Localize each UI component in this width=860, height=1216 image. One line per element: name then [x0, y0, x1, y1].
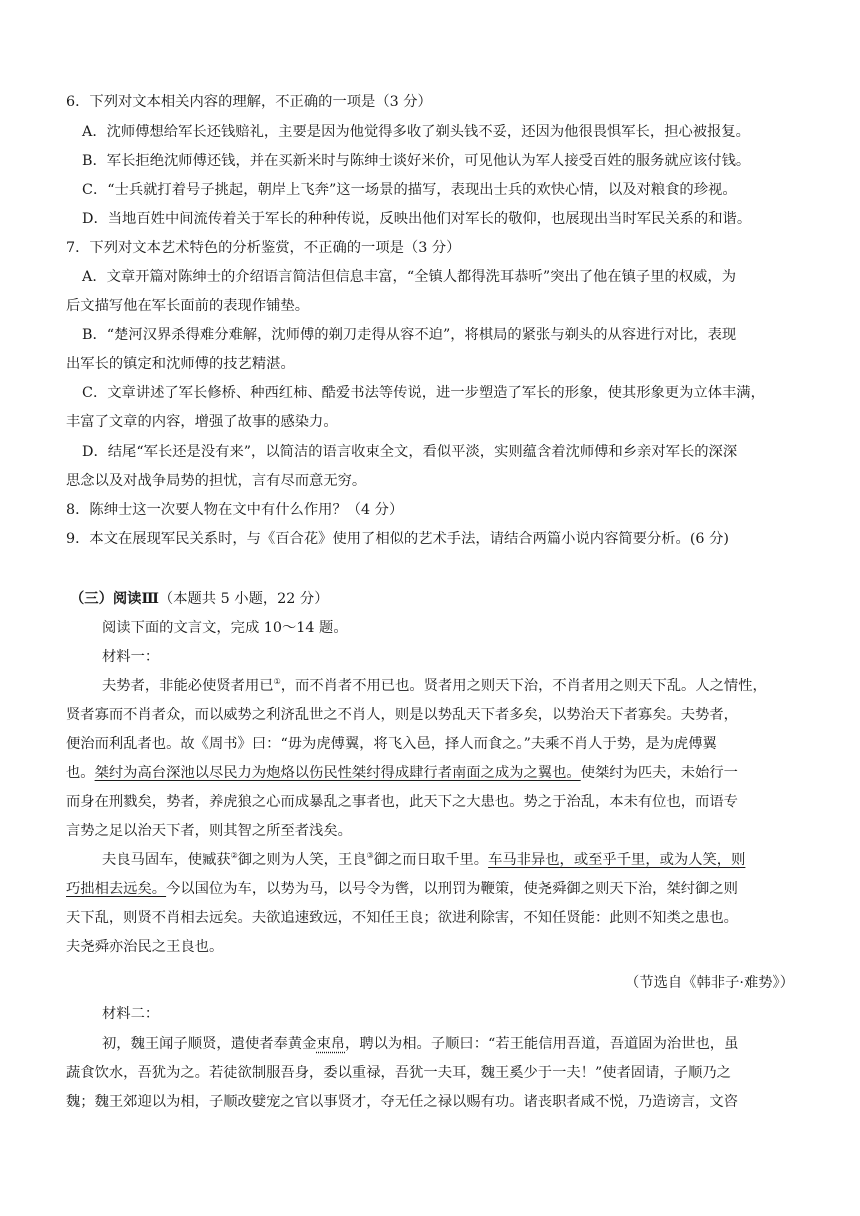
m1-p1-line3: 便治而利乱者也。故《周书》曰：“毋为虎傅翼，将飞入邑，择人而食之。”夫乘不肖人于势，是为虎傅翼 — [66, 736, 717, 752]
text-segment: 使桀纣为匹夫，未始行一 — [580, 765, 738, 781]
footnote-marker: ① — [273, 677, 281, 687]
material-1-label: 材料一： — [102, 649, 160, 665]
q8-stem: 8．陈绅士这一次要人物在文中有什么作用？（4 分） — [66, 502, 404, 518]
text-segment: ，而不肖者不用已也。贤者用之则天下治，不肖者用之则天下乱。人之情性， — [280, 678, 767, 694]
q7-option-a-line1: A．文章开篇对陈绅士的介绍语言简洁但信息丰富，“全镇人都得洗耳恭听”突出了他在镇子里的权威，为 — [82, 269, 737, 285]
text-segment: ，聘以为相。子顺曰：“若王能信用吾道，吾道固为治世也，虽 — [345, 1036, 739, 1052]
instruction: 阅读下面的文言文，完成 10～14 题。 — [102, 620, 348, 636]
q7-option-a-line2: 后文描写他在军长面前的表现作铺垫。 — [66, 298, 310, 314]
text-segment: 今以国位为车，以势为马，以号令为辔，以刑罚为鞭策，使尧舜御之则天下治，桀纣御之则 — [166, 881, 738, 897]
q6-option-a: A．沈师傅想给军长还钱赔礼，主要是因为他觉得多收了剃头钱不妥，还因为他很畏惧军长，担心被报复。 — [82, 124, 750, 140]
underlined-sentence: 桀纣为高台深池以尽民力为炮烙以伤民性桀纣得成肆行者南面之成为之翼也。 — [94, 765, 581, 781]
text-segment: 初，魏王闻子顺贤，遣使者奉黄金 — [102, 1036, 317, 1052]
q6-option-d: D．当地百姓中间流传着关于军长的种种传说，反映出他们对军长的敬仰，也展现出当时军民关系的和谐。 — [82, 211, 752, 227]
footnote-marker: ③ — [366, 851, 374, 861]
q6-option-c: C．“士兵就打着号子挑起，朝岸上飞奔”这一场景的描写，表现出士兵的欢快心情，以及对粮食的珍视。 — [82, 182, 737, 198]
emphasized-char: 帛 — [330, 1036, 346, 1052]
q7-option-d-line2: 思念以及对战争局势的担忧，言有尽而意无穷。 — [66, 473, 367, 489]
text-segment: 夫势者，非能必使贤者用已 — [102, 678, 274, 694]
text-segment: 御之而日取千里。 — [373, 852, 489, 868]
footnote-marker: ② — [230, 851, 238, 861]
section-title: （三）阅读Ⅲ — [70, 591, 159, 607]
m1-p1-line6: 言势之足以治天下者，则其智之所至者浅矣。 — [66, 823, 352, 839]
m1-p2-line3: 天下乱，则贤不肖相去远矣。夫欲追速致远，不知任王良；欲进利除害，不知任贤能：此则不知类之患也。 — [66, 910, 738, 926]
q6-option-b: B．军长拒绝沈师傅还钱，并在买新米时与陈绅士谈好米价，可见他认为军人接受百姓的服务就应该付钱。 — [82, 153, 751, 169]
q7-stem: 7．下列对文本艺术特色的分析鉴赏，不正确的一项是（3 分） — [66, 240, 461, 256]
q9-stem: 9．本文在展现军民关系时，与《百合花》使用了相似的艺术手法，请结合两篇小说内容简要分析。(6 分) — [66, 531, 729, 547]
m1-p2-line1 — [102, 850, 745, 870]
m1-p1-line2: 贤者寡而不肖者众，而以威势之利济乱世之不肖人，则是以势乱天下者多矣，以势治天下者寡矣。夫势者， — [66, 707, 738, 723]
m1-p1-line5: 而身在刑戮矣，势者，养虎狼之心而成暴乱之事者也，此天下之大患也。势之于治乱，本未有位也，而语专 — [66, 794, 738, 810]
m1-p1-line1 — [102, 676, 767, 696]
q6-stem: 6．下列对文本相关内容的理解，不正确的一项是（3 分） — [66, 94, 432, 110]
q7-option-b-line1: B．“楚河汉界杀得难分难解，沈师傅的剃刀走得从容不迫”，将棋局的紧张与剃头的从容进行对比，表现 — [82, 327, 737, 343]
m2-line2: 蔬食饮水，吾犹为之。若徒欲制服吾身，委以重禄，吾犹一夫耳，魏王奚少于一夫！”使者固请，子顺乃之 — [66, 1065, 731, 1081]
material-2-label: 材料二： — [102, 1006, 160, 1022]
text-segment: 也。 — [66, 765, 95, 781]
m2-line1 — [102, 1034, 738, 1054]
m1-p2-line2 — [66, 879, 738, 899]
q7-option-c-line2: 丰富了文章的内容，增强了故事的感染力。 — [66, 414, 338, 430]
underlined-sentence: 车马非异也，或至乎千里，或为人笑，则 — [488, 852, 746, 868]
m1-p2-line4: 夫尧舜亦治民之王良也。 — [66, 939, 224, 955]
material-1-source: （节选自《韩非子·难势》） — [625, 975, 794, 991]
text-segment: 夫良马固车，使臧获 — [102, 852, 231, 868]
m1-p1-line4 — [66, 763, 738, 783]
text-segment: 御之则为人笑，王良 — [237, 852, 367, 868]
emphasized-char: 束 — [316, 1036, 331, 1052]
q7-option-d-line1: D．结尾“军长还是没有来”，以简洁的语言收束全文，看似平淡，实则蕴含着沈师傅和乡亲对军长的深深 — [82, 444, 738, 460]
section-meta: （本题共 5 小题，22 分） — [158, 591, 329, 607]
q7-option-b-line2: 出军长的镇定和沈师傅的技艺精湛。 — [66, 356, 295, 372]
section-heading — [70, 589, 329, 609]
q7-option-c-line1: C．文章讲述了军长修桥、种西红柿、酷爱书法等传说，进一步塑造了军长的形象，使其形象更为立体丰满， — [82, 385, 765, 401]
underlined-sentence: 巧拙相去远矣。 — [66, 881, 167, 897]
m2-line3: 魏；魏王郊迎以为相，子顺改嬖宠之官以事贤才，夺无任之禄以赐有功。诸丧职者咸不悦，乃造谤言，文咨 — [66, 1094, 738, 1110]
